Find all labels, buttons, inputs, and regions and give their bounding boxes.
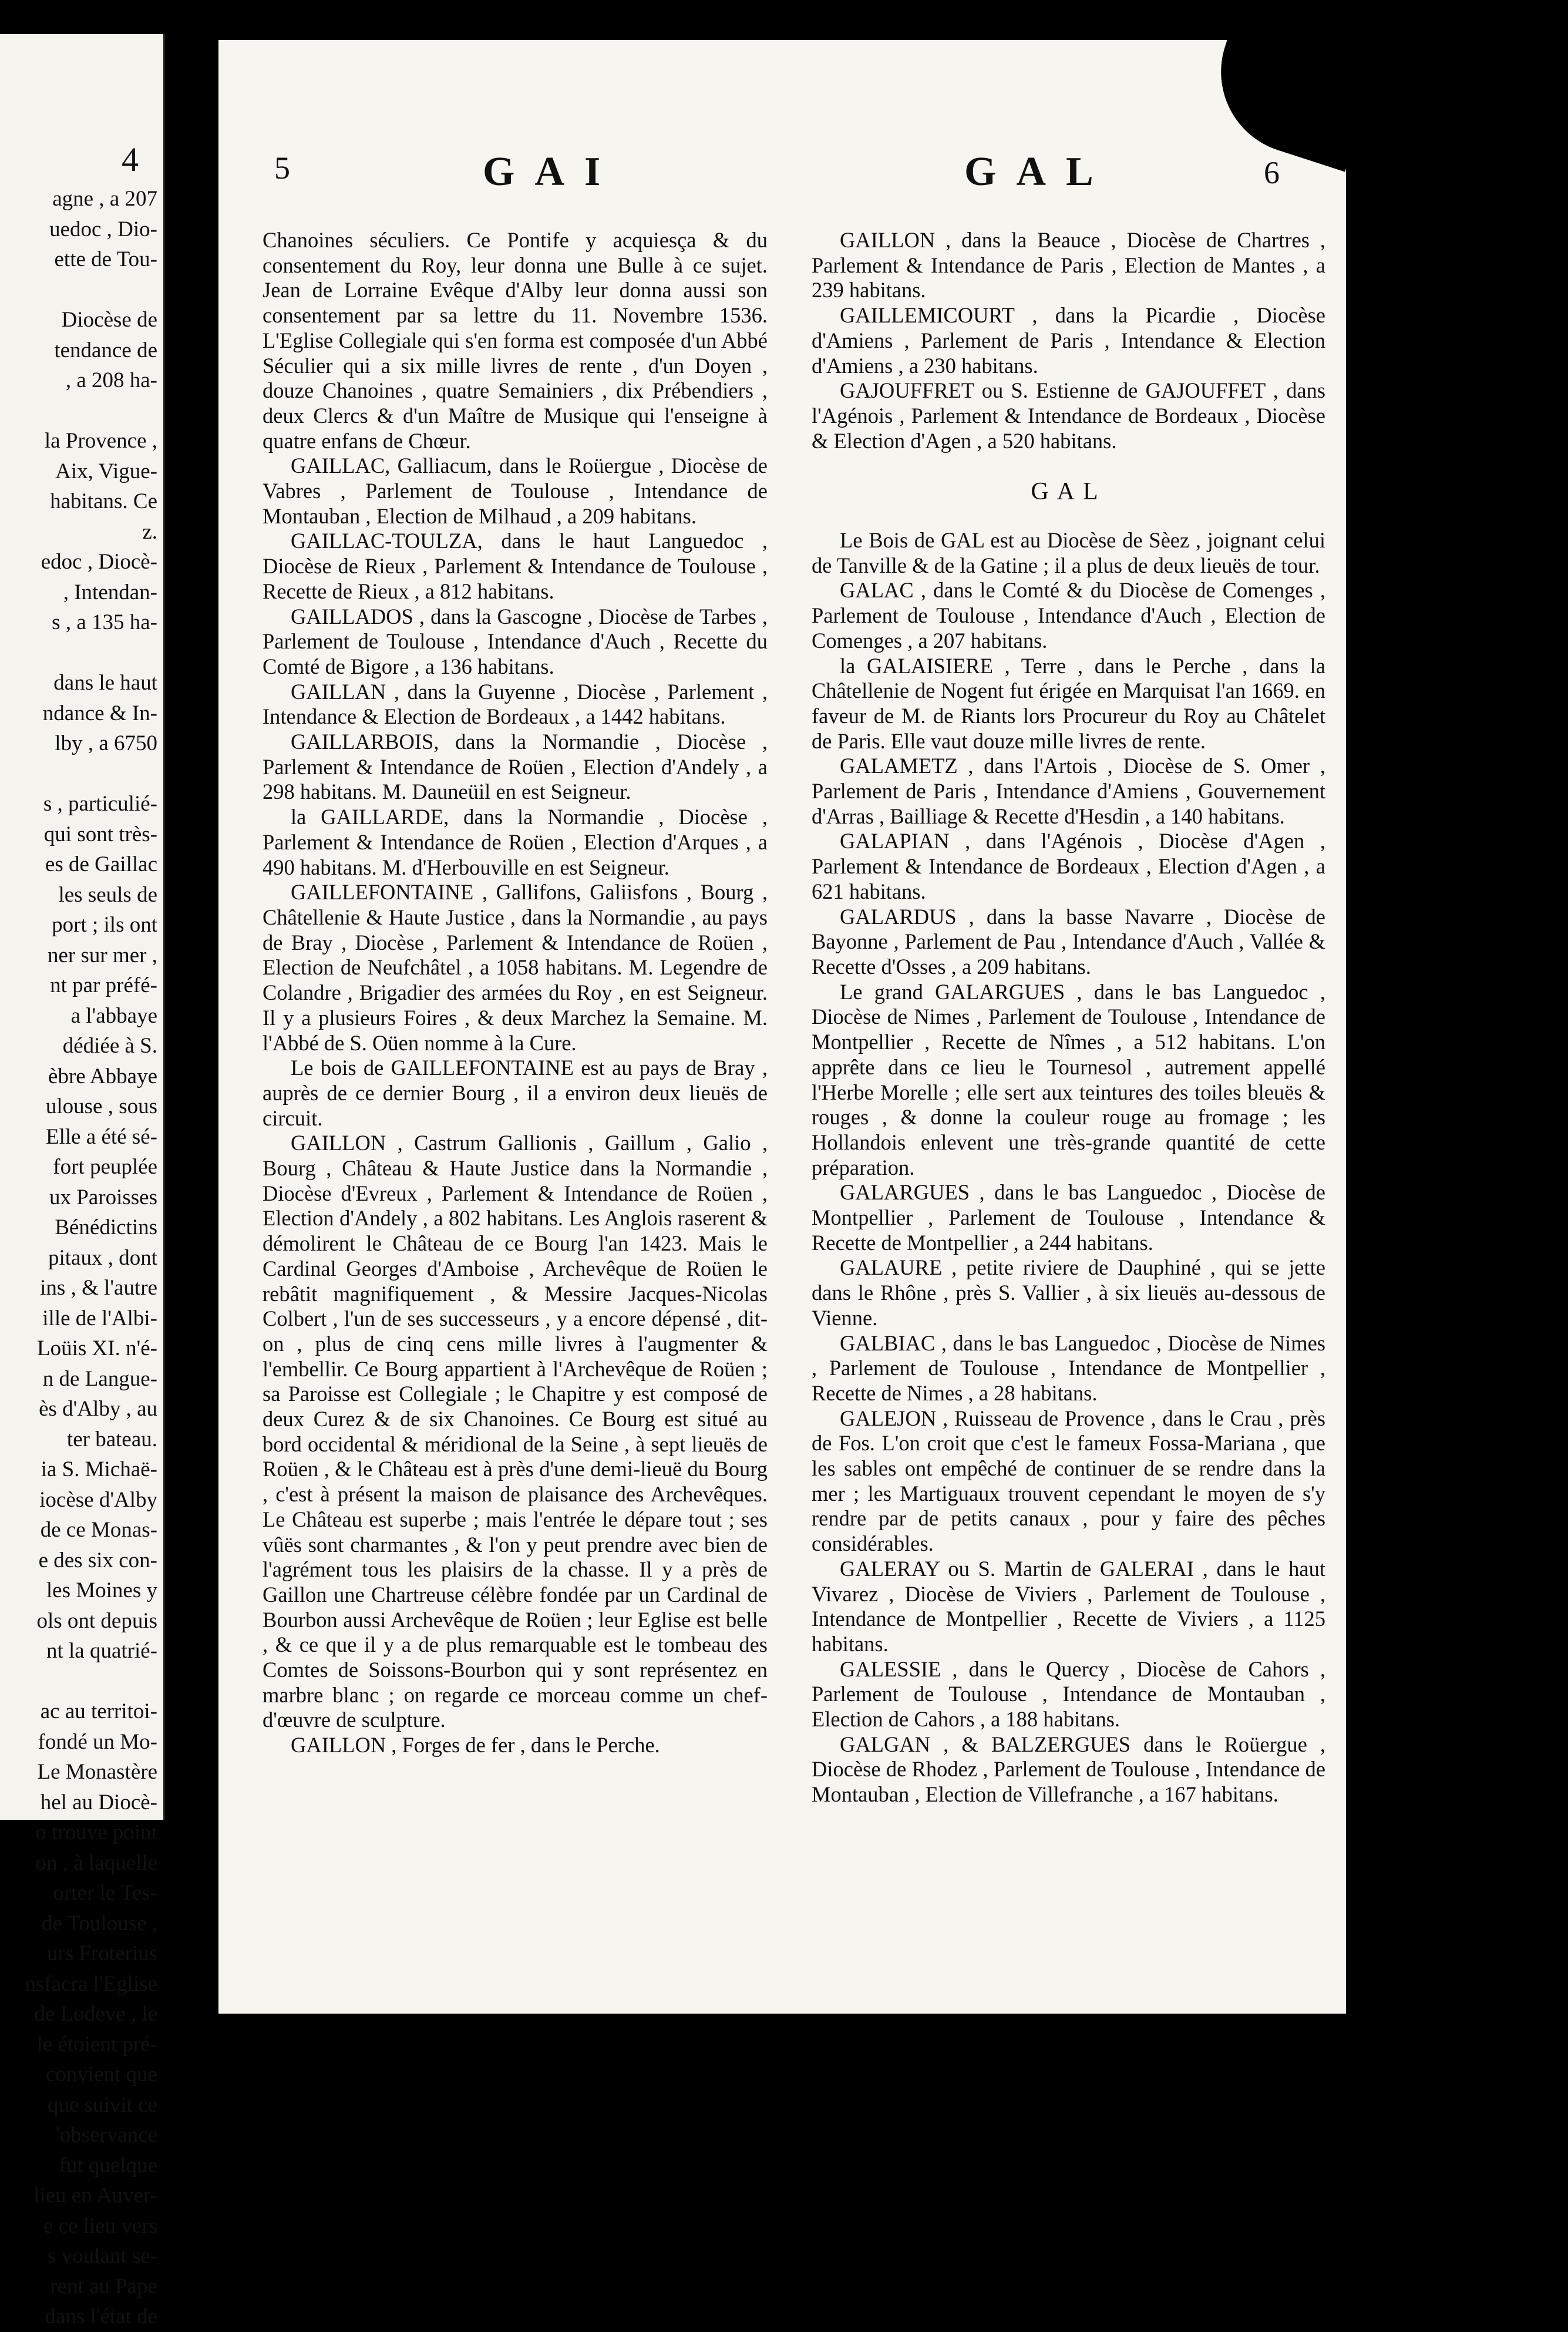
fragment-line: fondé un Mo- (38, 1729, 157, 1754)
fragment-line: agne , a 207 (52, 187, 157, 211)
fragment-line: ulouse , sous (45, 1094, 157, 1118)
fragment-line: ac au territoi- (40, 1699, 157, 1723)
dictionary-entry: Le Bois de GAL est au Diocèse de Sèez , joignant celui de Tanville & de la Gatine ; il a plus de deux lieuës de tour. (812, 528, 1325, 577)
fragment-line: de Lodeve , le (34, 2002, 157, 2026)
dictionary-entry: GALEJON , Ruisseau de Provence , dans le Crau , près de Fos. L'on croit que c'est le fameux Fossa-Mariana , que les sables ont empêché de continuer de se rendre dans la mer ; les Martiguaux trouvent cependant le moyen de s'y rendre par de petits canaux , pour y faire des pêches considérables. (812, 1406, 1325, 1556)
fragment-line: ux Paroisses (49, 1185, 157, 1209)
fragment-line: dans l'état de (45, 2304, 157, 2328)
fragment-line: uedoc , Dio- (49, 217, 157, 241)
dictionary-entry: GAILLAC, Galliacum, dans le Roüergue , Diocèse de Vabres , Parlement de Toulouse , Intendance de Montauban , Election de Milhaud , a 209 habitans. (263, 453, 768, 528)
fragment-line: la Provence , (44, 429, 157, 453)
fragment-line: urs Froterius (46, 1941, 157, 1965)
fragment-line: , Intendan- (63, 580, 157, 604)
fragment-line: s , particulié- (43, 792, 157, 816)
fragment-line: Aix, Vigue- (55, 459, 157, 483)
dictionary-entry: GAILLON , Forges de fer , dans le Perche. (291, 1733, 660, 1758)
left-running-head: GAI (483, 149, 621, 194)
fragment-line: que suivit ce (47, 2092, 157, 2117)
fragment-line: qui sont très- (43, 822, 157, 846)
dictionary-entry: GAJOUFFRET ou S. Estienne de GAJOUFFET , dans l'Agénois , Parlement & Intendance de Bordeaux , Diocèse & Election d'Agen , a 520 habitans. (812, 378, 1325, 453)
fragment-line: ter bateau. (66, 1427, 157, 1451)
dictionary-entry: GAILLEFONTAINE , Gallifons, Galiisfons , Bourg , Châtellenie & Haute Justice , dans la Normandie , au pays de Bray , Diocèse , Parlement & Intendance de Roüen , Election de Neufchâtel , a 1058 habitans. M. Legendre de Colandre , Brigadier des armées du Roy , en est Seigneur. Il y a plusieurs Foires , & deux Marchez la Semaine. M. l'Abbé de S. Oüen nomme à la Cure. (263, 880, 768, 1055)
dictionary-entry: GAILLADOS , dans la Gascogne , Diocèse de Tarbes , Parlement de Toulouse , Intendance d'Auch , Recette du Comté de Bigore , a 136 habitans. (263, 604, 768, 678)
fragment-line: nt la quatrié- (46, 1639, 157, 1663)
fragment-line: Le Monastère (37, 1760, 157, 1784)
fragment-line: fort peuplée (53, 1155, 157, 1179)
fragment-line: hel au Diocè- (40, 1790, 157, 1814)
fragment-line: les Moines y (46, 1578, 157, 1602)
fragment-line: lieu en Auver- (33, 2183, 157, 2207)
fragment-line: dédiée à S. (62, 1034, 157, 1058)
fragment-line: de ce Monas- (40, 1518, 157, 1542)
fragment-line: le étoient pré- (36, 2032, 157, 2057)
fragment-line (2, 396, 157, 426)
fragment-line: nt par préfé- (50, 973, 157, 997)
left-page-fragment (0, 34, 165, 2328)
fragment-line: ols ont depuis (36, 1608, 157, 1633)
dictionary-entry: GAILLAN , dans la Guyenne , Diocèse , Parlement , Intendance & Election de Bordeaux , a 1442 habitans. (263, 679, 768, 729)
dictionary-entry: Chanoines séculiers. Ce Pontife y acquiesça & du consentement du Roy, leur donna une Bulle à ce sujet. Jean de Lorraine Evêque d'Alby leur donna aussi son consentement par sa lettre du 11. Novembre 1536. L'Eglise Collegiale qui s'en forma est composée d'un Abbé Séculier qui a six mille livres de rente , d'un Doyen , douze Chanoines , quatre Semainiers , dix Prébendiers , deux Clercs & d'un Maître de Musique qui l'enseigne à quatre enfans de Chœur. (263, 228, 768, 453)
dictionary-entry: GALAPIAN , dans l'Agénois , Diocèse d'Agen , Parlement & Intendance de Bordeaux , Election d'Agen , a 621 habitans. (812, 829, 1325, 903)
fragment-line: ner sur mer , (48, 943, 157, 967)
fragment-line: Elle a été sé- (45, 1124, 157, 1149)
fragment-line: rent au Pape (50, 2274, 157, 2299)
fragment-line: tendance de (54, 338, 157, 362)
fragment-line: fut quelque (59, 2153, 157, 2178)
left-fragment-page-number: 4 (122, 140, 139, 179)
torn-corner (1200, 0, 1387, 172)
main-page (218, 40, 1346, 2014)
fragment-line: nsfacra l'Eglise (25, 1971, 157, 1996)
fragment-line: ette de Tou- (54, 247, 157, 271)
text-column-left (263, 228, 768, 1758)
right-running-head: GAL (964, 149, 1113, 194)
fragment-line (2, 1666, 157, 1697)
dictionary-entry: GAILLAC-TOULZA, dans le haut Languedoc , Diocèse de Rieux , Parlement & Intendance de Toulouse , Recette de Rieux , a 812 habitans. (263, 529, 768, 603)
fragment-line: e ce lieu vers (43, 2213, 157, 2238)
fragment-line: es de Gaillac (45, 852, 157, 876)
fragment-line: èbre Abbaye (48, 1064, 157, 1088)
fragment-line: s , a 135 ha- (52, 610, 157, 634)
fragment-line: ia S. Michaë- (41, 1457, 157, 1481)
dictionary-entry: la GAILLARDE, dans la Normandie , Diocèse , Parlement & Intendance de Roüen , Election d'Arques , a 490 habitans. M. d'Herbouville en est Seigneur. (263, 805, 768, 879)
fragment-line: , a 208 ha- (65, 368, 157, 392)
fragment-line: ndance & In- (42, 701, 157, 725)
fragment-line: ès d'Alby , au (39, 1397, 157, 1421)
fragment-line: pitaux , dont (48, 1245, 157, 1270)
fragment-line: e des six con- (38, 1548, 157, 1572)
fragment-line: ille de l'Albi- (42, 1306, 157, 1330)
fragment-line: habitans. Ce (50, 489, 157, 513)
fragment-line: ins , & l'autre (40, 1276, 157, 1300)
fragment-line: n de Langue- (42, 1366, 157, 1391)
fragment-line: Bénédictins (55, 1215, 157, 1239)
fragment-line: s voulant se- (47, 2244, 157, 2268)
dictionary-entry: GALGAN , & BALZERGUES dans le Roüergue , Diocèse de Rhodez , Parlement de Toulouse , Intendance de Montauban , Election de Villefranche , a 167 habitans. (812, 1732, 1325, 1807)
dictionary-entry: GALAC , dans le Comté & du Diocèse de Comenges , Parlement de Toulouse , Intendance d'Auch , Election de Comenges , a 207 habitans. (812, 578, 1325, 653)
fragment-line: Diocèse de (61, 308, 157, 332)
dictionary-entry: GAILLEMICOURT , dans la Picardie , Diocèse d'Amiens , Parlement de Paris , Intendance & Election d'Amiens , a 230 habitans. (812, 303, 1325, 378)
fragment-line: z. (142, 519, 157, 544)
fragment-line: port ; ils ont (52, 913, 157, 937)
fragment-line: les seuls de (58, 882, 157, 907)
dictionary-entry: GALAMETZ , dans l'Artois , Diocèse de S. Omer , Parlement de Paris , Intendance d'Amiens , Gouvernement d'Arras , Bailliage & Recette d'Hesdin , a 140 habitans. (812, 754, 1325, 828)
right-page-number: 6 (1264, 155, 1280, 190)
fragment-line: o trouve point (35, 1820, 157, 1844)
fragment-line (2, 759, 157, 789)
dictionary-entry: GAILLON , Castrum Gallionis , Gaillum , Galio , Bourg , Château & Haute Justice dans la Normandie , Diocèse d'Evreux , Parlement & Intendance de Roüen , Election d'Andely , a 802 habitans. Les Anglois raserent & démolirent le Château de ce Bourg l'an 1423. Mais le Cardinal Georges d'Amboise , Archevêque de Roüen le rebâtit magnifiquement , & Messire Jacques-Nicolas Colbert , l'un de ses successeurs , y a encore dépensé , dit-on , plus de cinq cens mille livres à l'augmenter & l'embellir. Ce Bourg appartient à l'Archevêque de Roüen ; sa Paroisse est Collegiale ; le Chapitre y est composé de deux Curez & de six Chanoines. Ce Bourg est situé au bord occidental & méridional de la Seine , à sept lieuës de Roüen , & le Château est à près d'une demi-lieuë du Bourg , c'est à présent la maison de plaisance des Archevêques. Le Château est superbe ; mais l'entrée le dépare tout ; ses vûës sont charmantes , & l'on y peut prendre avec bien de l'agrément tous les plaisirs de la chasse. Il y a près de Gaillon une Chartreuse célèbre fondée par un Cardinal de Bourbon aussi Archevêque de Roüen ; leur Eglise est belle , & ce que il y a de plus remarquable est le tombeau des Comtes de Soissons-Bourbon qui y sont représentez en marbre blanc ; on regarde ce morceau comme un chef-d'œuvre de sculpture. (263, 1131, 768, 1732)
fragment-line: a l'abbaye (70, 1003, 157, 1028)
text-column-right (812, 228, 1325, 1807)
page-header (218, 149, 1346, 201)
fragment-line: convient que (45, 2062, 157, 2086)
dictionary-entry: GALBIAC , dans le bas Languedoc , Diocèse de Nimes , Parlement de Toulouse , Intendance de Montpellier , Recette de Nimes , a 28 habitans. (812, 1330, 1325, 1405)
fragment-line: lby , a 6750 (55, 731, 157, 755)
fragment-line: edoc , Diocè- (41, 550, 157, 574)
dictionary-entry: GAILLARBOIS, dans la Normandie , Diocèse , Parlement & Intendance de Roüen , Election d'Andely , a 298 habitans. M. Dauneüil en est Seigneur. (263, 730, 768, 804)
dictionary-entry: GALERAY ou S. Martin de GALERAI , dans le haut Vivarez , Diocèse de Viviers , Parlement de Toulouse , Intendance de Montpellier , Recette de Viviers , a 1125 habitans. (812, 1556, 1325, 1656)
dictionary-entry: Le grand GALARGUES , dans le bas Languedoc , Diocèse de Nimes , Parlement de Toulouse , Intendance de Montpellier , Recette de Nîmes , a 512 habitans. L'on apprête dans ce lieu le Tournesol , autrement appellé l'Herbe Morelle ; elle sert aux teintures des toiles bleuës & rouges , & donne la couleur rouge au fromage ; les Hollandois enlevent une très-grande quantité de cette préparation. (812, 979, 1325, 1180)
dictionary-entry: GALESSIE , dans le Quercy , Diocèse de Cahors , Parlement de Toulouse , Intendance de Montauban , Election de Cahors , a 188 habitans. (812, 1656, 1325, 1732)
left-page-number: 5 (274, 150, 290, 186)
fragment-line: dans le haut (53, 671, 157, 695)
fragment-line (2, 638, 157, 668)
fragment-line: on , à laquelle (35, 1850, 157, 1875)
fragment-line: orter le Tes- (53, 1881, 157, 1905)
dictionary-entry: GALAURE , petite riviere de Dauphiné , qui se jette dans le Rhône , près S. Vallier , à six lieuës au-dessous de Vienne. (812, 1255, 1325, 1330)
fragment-line: 'observance (55, 2123, 157, 2147)
dictionary-entry: Le bois de GAILLEFONTAINE est au pays de Bray , auprès de ce dernier Bourg , il a environ deux lieuës de circuit. (263, 1056, 768, 1130)
left-fragment-text (2, 184, 157, 2332)
dictionary-entry: GALARDUS , dans la basse Navarre , Diocèse de Bayonne , Parlement de Pau , Intendance d'Auch , Vallée & Recette d'Osses , a 209 habitans. (812, 904, 1325, 979)
dictionary-entry: GAILLON , dans la Beauce , Diocèse de Chartres , Parlement & Intendance de Paris , Election de Mantes , a 239 habitans. (812, 228, 1325, 303)
dictionary-entry: GALARGUES , dans le bas Languedoc , Diocèse de Montpellier , Parlement de Toulouse , Intendance & Recette de Montpellier , a 244 habitans. (812, 1180, 1325, 1255)
fragment-line (2, 275, 157, 305)
fragment-line: iocèse d'Alby (39, 1487, 157, 1512)
dictionary-entry: la GALAISIERE , Terre , dans le Perche , dans la Châtellenie de Nogent fut érigée en Marquisat l'an 1669. en faveur de M. de Riants lors Procureur du Roy au Châtelet de Paris. Elle vaut douze mille livres de rente. (812, 653, 1325, 753)
fragment-line: Loüis XI. n'é- (37, 1336, 157, 1360)
section-heading: GAL (1031, 478, 1106, 506)
fragment-line: de Toulouse , (41, 1911, 157, 1936)
